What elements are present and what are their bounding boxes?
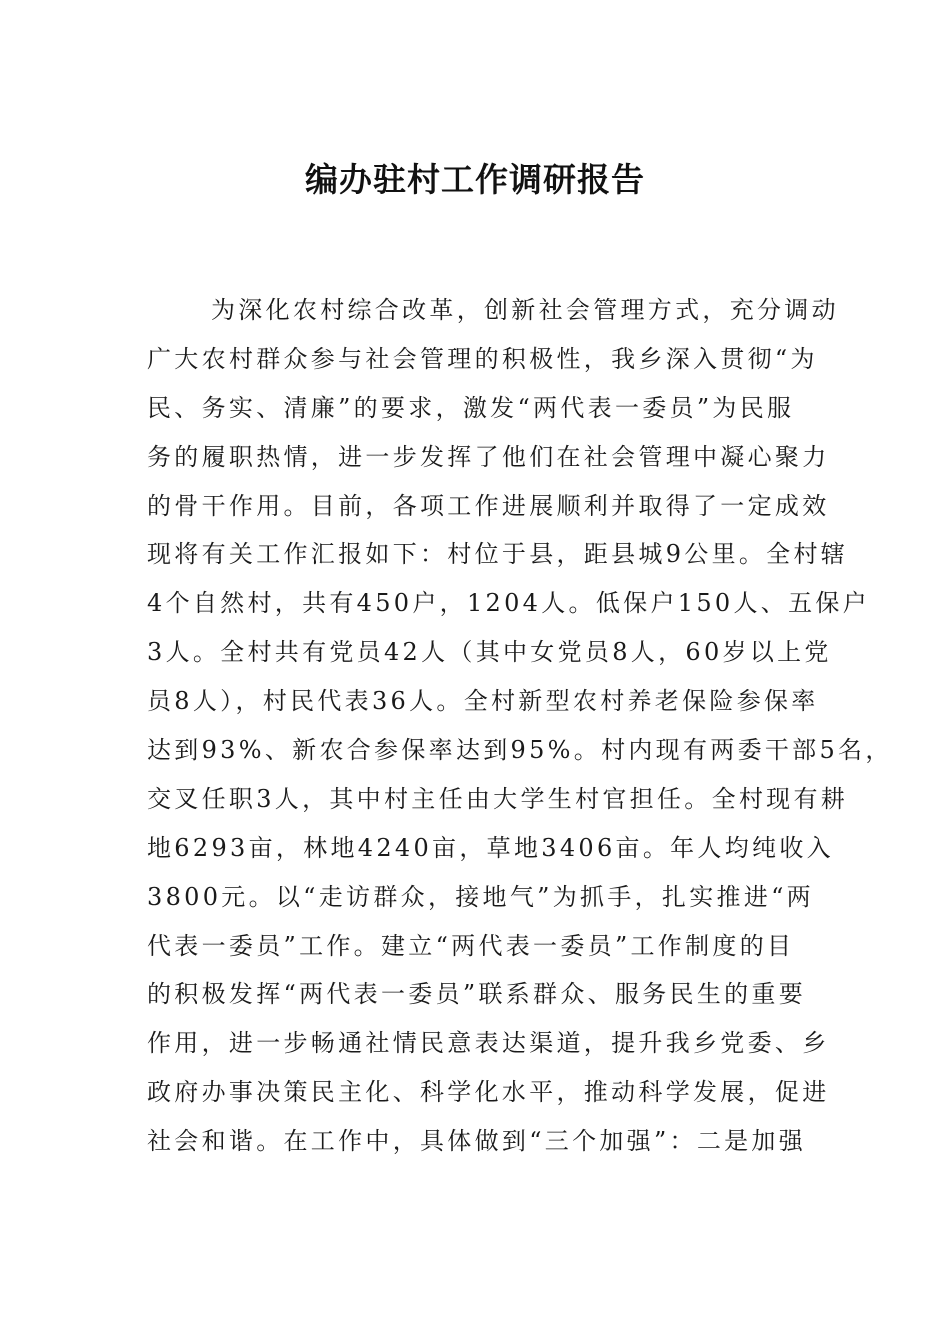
body-line: 现将有关工作汇报如下：村位于县，距县城9公里。全村辖 bbox=[147, 540, 849, 569]
body-line: 地6293亩，林地4240亩，草地3406亩。年人均纯收入 bbox=[147, 833, 834, 862]
body-line: 交叉任职3人，其中村主任由大学生村官担任。全村现有耕 bbox=[147, 784, 849, 813]
body-line: 代表一委员”工作。建立“两代表一委员”工作制度的目 bbox=[147, 931, 795, 960]
body-line: 为深化农村综合改革，创新社会管理方式，充分调动 bbox=[211, 296, 839, 324]
body-line: 的积极发挥“两代表一委员”联系群众、服务民生的重要 bbox=[147, 980, 807, 1009]
body-line: 4个自然村，共有450户，1204人。低保户150人、五保户 bbox=[147, 589, 870, 618]
body-line: 员8人），村民代表36人。全村新型农村养老保险参保率 bbox=[147, 687, 819, 716]
body-line: 3800元。以“走访群众，接地气”为抓手，扎实推进“两 bbox=[147, 882, 814, 911]
body-line: 作用，进一步畅通社情民意表达渠道，提升我乡党委、乡 bbox=[147, 1029, 830, 1058]
body-line: 的骨干作用。目前，各项工作进展顺利并取得了一定成效 bbox=[147, 491, 830, 520]
body-line: 务的履职热情，进一步发挥了他们在社会管理中凝心聚力 bbox=[147, 442, 830, 471]
body-line: 政府办事决策民主化、科学化水平，推动科学发展，促进 bbox=[147, 1078, 830, 1107]
body-line: 达到93%、新农合参保率达到95%。村内现有两委干部5名， bbox=[147, 736, 893, 765]
body-line: 社会和谐。在工作中，具体做到“三个加强”：二是加强 bbox=[147, 1127, 807, 1156]
body-line: 民、务实、清廉”的要求，激发“两代表一委员”为民服 bbox=[147, 393, 795, 422]
document-title: 编办驻村工作调研报告 bbox=[305, 160, 645, 199]
body-line: 广大农村群众参与社会管理的积极性，我乡深入贯彻“为 bbox=[147, 344, 818, 373]
document-body bbox=[147, 286, 893, 1166]
body-line: 3人。全村共有党员42人（其中女党员8人，60岁以上党 bbox=[147, 638, 832, 667]
